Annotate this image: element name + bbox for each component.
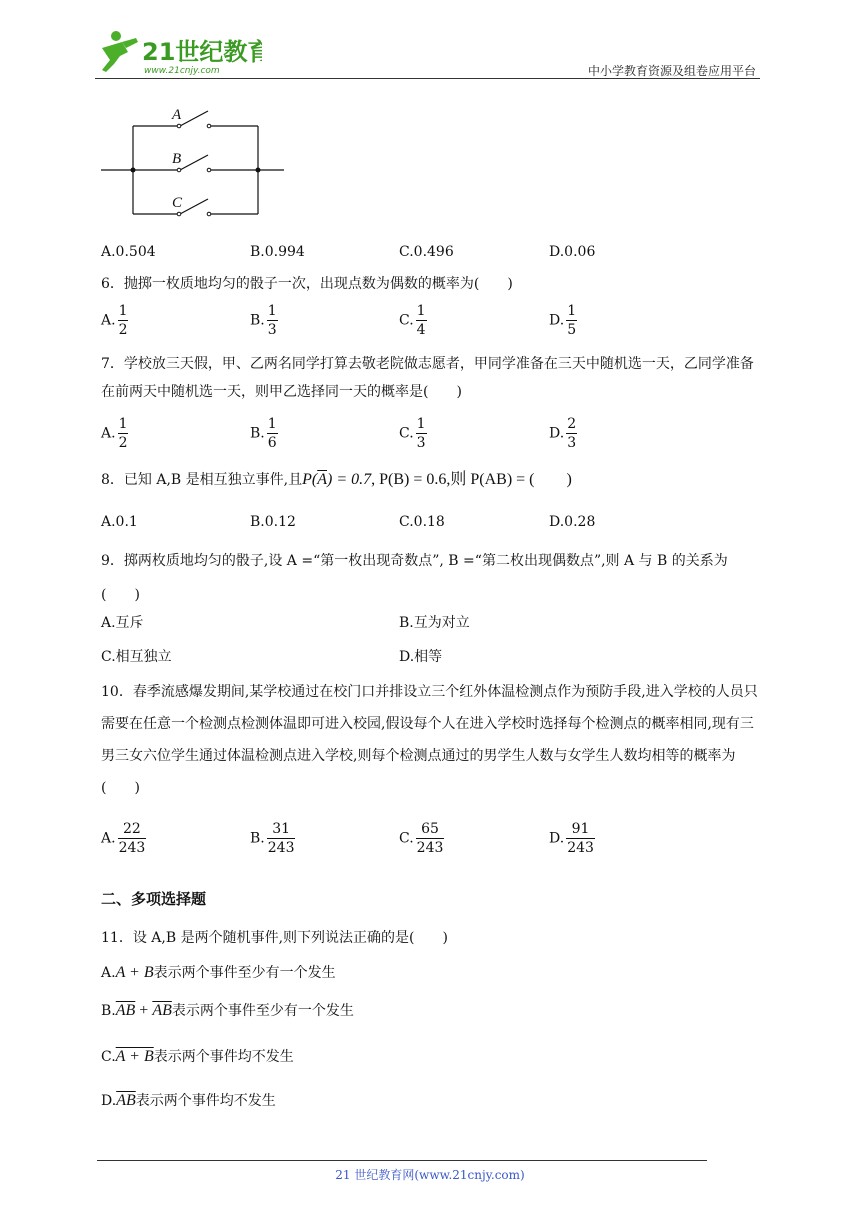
site-logo — [92, 28, 262, 78]
q8-option-a: A.0.1 — [101, 514, 138, 530]
q8-option-d: D.0.28 — [549, 514, 596, 530]
logo-url: www.21cnjy.com — [144, 66, 220, 76]
q5-option-c: C.0.496 — [399, 244, 454, 260]
q6-option-c: C. $\frac{1}{4}$ — [399, 303, 426, 338]
switch-a-label: A — [172, 107, 182, 123]
header-platform-text: 中小学教育资源及组卷应用平台 — [587, 64, 756, 78]
q6-option-d: D. $\frac{1}{5}$ — [549, 303, 577, 338]
q10-option-c: C. $\frac{65}{243}$ — [399, 821, 444, 856]
q7-option-c: C. $\frac{1}{3}$ — [399, 416, 426, 451]
q6-options — [101, 302, 766, 346]
q8-stem: 8．已知 A,B 是相互独立事件,且$P(\overline{A}) = 0.7$, P(B) = 0.6,则 P(AB) = ( ) — [101, 471, 572, 488]
q9-stem: 9．掷两枚质地均匀的骰子,设 A =“第一枚出现奇数点”, B =“第二枚出现偶数点”,则 A 与 B 的关系为( ) — [101, 553, 728, 603]
q6-stem: 6．抛掷一枚质地均匀的骰子一次，出现点数为偶数的概率为( ) — [101, 276, 513, 292]
q5-options — [101, 242, 766, 262]
section-heading: 二、多项选择题 — [101, 890, 207, 908]
q6-option-a: A. $\frac{1}{2}$ — [101, 303, 128, 338]
q9-options-row1 — [101, 613, 766, 633]
q7-option-d: D. $\frac{2}{3}$ — [549, 416, 577, 451]
q7-stem: 7．学校放三天假，甲、乙两名同学打算去敬老院做志愿者，甲同学准备在三天中随机选一天，乙同学准备在前两天中随机选一天，则甲乙选择同一天的概率是( ) — [101, 356, 754, 400]
logo-text: 21世纪教育 — [142, 38, 262, 66]
q11-option-b: $B.\overline{AB} + \overline{AB}$表示两个事件至少有一个发生 — [101, 1002, 354, 1019]
q10-options — [101, 820, 766, 864]
q9-option-d: D.相等 — [399, 649, 443, 665]
footer-divider — [97, 1160, 707, 1161]
q10-stem: 10．春季流感爆发期间,某学校通过在校门口并排设立三个红外体温检测点作为预防手段,进入学校的人员只需要在任意一个检测点检测体温即可进入校园,假设每个人在进入学校时选择每个检测点的概率相同,现有三男三女六位学生通过体温检测点进入学校,则每个检测点通过的男学生人数与女学生人数均相等的概率为( ) — [101, 684, 758, 796]
footer-link[interactable]: 21 世纪教育网(www.21cnjy.com) — [335, 1168, 525, 1182]
q5-option-b: B.0.994 — [250, 244, 305, 260]
q9-options-row2 — [101, 647, 766, 667]
q9-option-a: A.互斥 — [101, 615, 144, 631]
q7-option-a: A. $\frac{1}{2}$ — [101, 416, 128, 451]
q9-option-b: B.互为对立 — [399, 615, 470, 631]
q6-option-b: B. $\frac{1}{3}$ — [250, 303, 277, 338]
switch-c-label: C — [172, 195, 183, 211]
q7-options — [101, 415, 766, 459]
q11-option-c: C.A + B表示两个事件均不发生 — [101, 1048, 294, 1065]
q11-option-a: A.A + B表示两个事件至少有一个发生 — [101, 964, 336, 981]
q7-option-b: B. $\frac{1}{6}$ — [250, 416, 277, 451]
q5-option-a: A.0.504 — [101, 244, 156, 260]
q8-option-c: C.0.18 — [399, 514, 445, 530]
q8-option-b: B.0.12 — [250, 514, 296, 530]
q10-option-d: D. $\frac{91}{243}$ — [549, 821, 594, 856]
switch-b-label: B — [172, 151, 182, 167]
q10-option-a: A. $\frac{22}{243}$ — [101, 821, 146, 856]
q5-option-d: D.0.06 — [549, 244, 596, 260]
q11-stem: 11．设 A,B 是两个随机事件,则下列说法正确的是( ) — [101, 930, 448, 946]
header-divider — [95, 78, 760, 79]
q8-options — [101, 512, 766, 532]
q9-option-c: C.相互独立 — [101, 649, 172, 665]
q10-option-b: B. $\frac{31}{243}$ — [250, 821, 295, 856]
parallel-circuit-diagram — [98, 102, 288, 222]
runner-icon — [102, 31, 138, 72]
q11-option-d: $D.\overline{AB}$表示两个事件均不发生 — [101, 1092, 276, 1109]
